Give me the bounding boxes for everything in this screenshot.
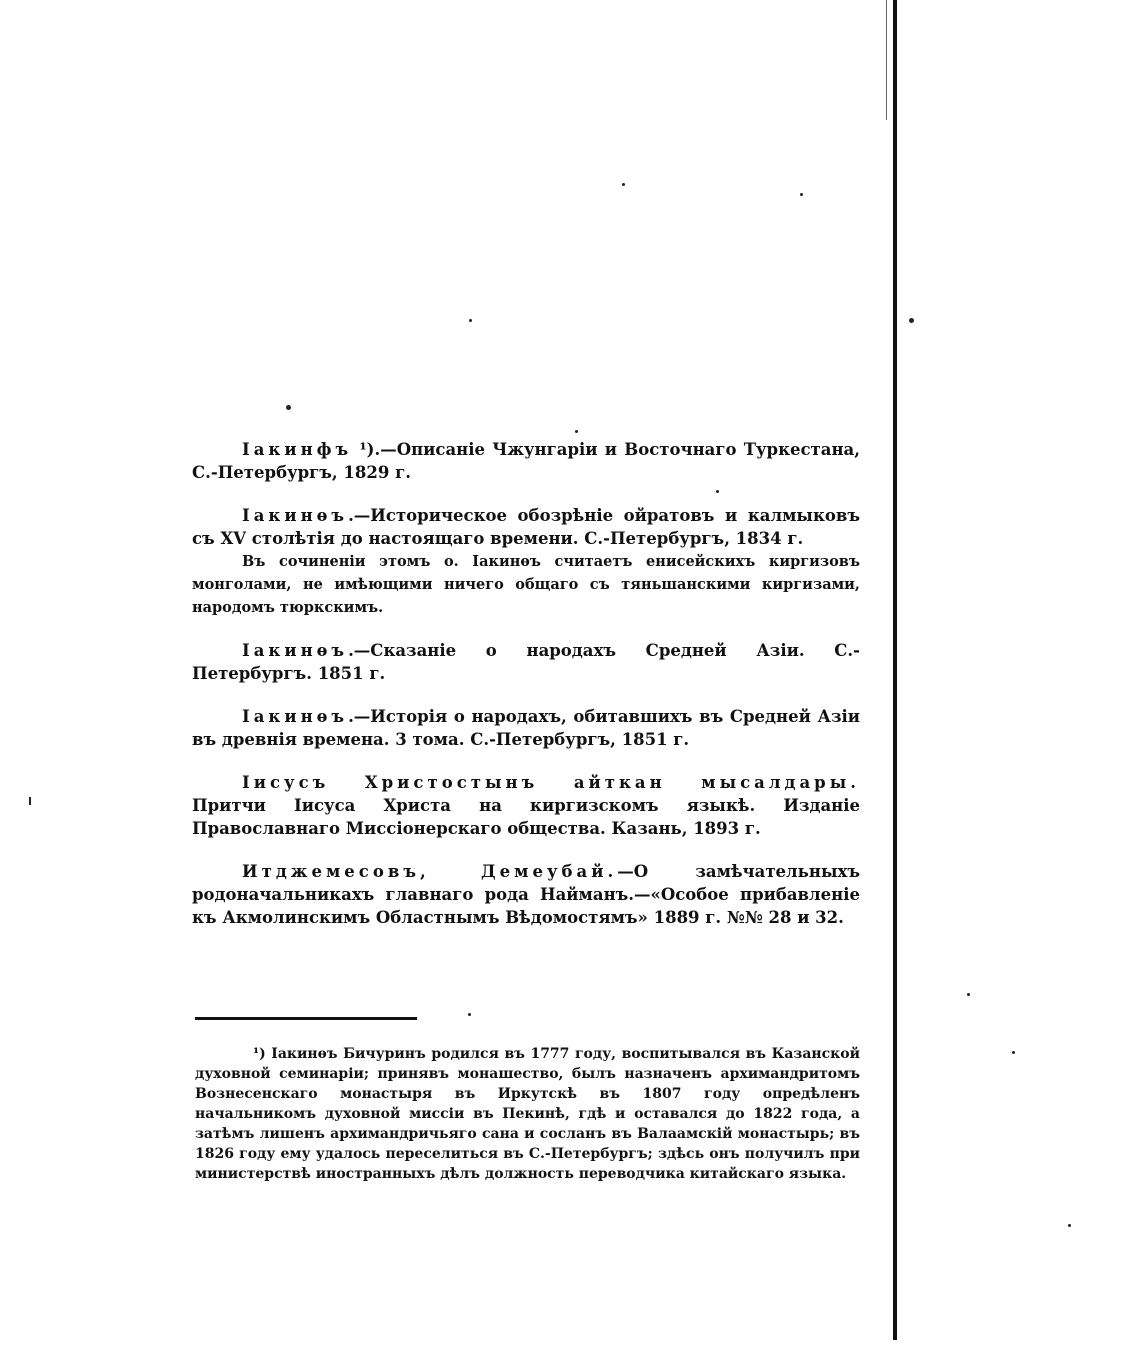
entry-note: Въ сочиненіи этомъ о. Іакинѳъ считаетъ енисейскихъ киргизовъ монголами, не имѣющими ничего общаго съ тяньшанскими киргизами, народомъ тюркскимъ. bbox=[192, 553, 860, 616]
footnote-text: Іакинѳъ Бичуринъ родился въ 1777 году, воспитывался въ Казанской духовной семинаріи; принявъ монашество, былъ назначенъ архимандритомъ Вознесенскаго монастыря въ Иркутскѣ въ 1807 году опредѣленъ начальникомъ духовной миссіи въ Пекинѣ, гдѣ и оставался до 1822 года, а затѣмъ лишенъ архимандричьяго сана и сосланъ въ Валаамскій монастырь; въ 1826 году ему удалось переселиться въ С.-Петербургъ; здѣсь онъ получилъ при министерствѣ иностранныхъ дѣлъ должность переводчика китайскаго языка. bbox=[195, 1046, 860, 1182]
page-edge-line bbox=[893, 0, 897, 1340]
entry-text: .—Исторія о народахъ, обитавшихъ въ Средней Азіи въ древнія времена. 3 тома. С.-Петербургъ, 1851 г. bbox=[192, 707, 860, 749]
entry-author: Іакинѳъ bbox=[242, 641, 349, 660]
scan-speck bbox=[286, 405, 291, 410]
scan-speck bbox=[575, 430, 578, 433]
entry-author: Іисусъ Христостынъ айткан мысалдары. bbox=[242, 773, 860, 792]
entry-text: —О замѣчательныхъ родоначальникахъ главнаго рода Найманъ.—«Особое прибавленіе къ Акмолинскимъ Областнымъ Вѣдомостямъ» 1889 г. №№ 28 и 32. bbox=[192, 862, 860, 927]
bibliography-entry bbox=[192, 639, 860, 685]
scan-speck bbox=[967, 993, 970, 996]
scan-speck bbox=[469, 319, 472, 322]
scan-speck bbox=[800, 193, 803, 196]
scan-speck bbox=[1012, 1051, 1015, 1054]
entry-author: Итджемесовъ, Демеубай. bbox=[242, 862, 618, 881]
bibliography-entry bbox=[192, 860, 860, 929]
entry-author: Іакинфъ bbox=[242, 440, 353, 459]
entry-text: ¹).—Описаніе Чжунгаріи и Восточнаго Туркестана, С.-Петербургъ, 1829 г. bbox=[192, 440, 860, 482]
entry-text: .—Историческое обозрѣніе ойратовъ и калмыковъ съ XV столѣтія до настоящаго времени. С.-Петербургъ, 1834 г. bbox=[192, 506, 860, 548]
scan-speck bbox=[1068, 1224, 1071, 1227]
footnote bbox=[195, 1044, 860, 1184]
bibliography-entry bbox=[192, 438, 860, 484]
footnote-marker: ¹) bbox=[253, 1046, 266, 1062]
bibliography-entry bbox=[192, 504, 860, 619]
bibliography-entry bbox=[192, 705, 860, 751]
scan-speck bbox=[468, 1013, 471, 1016]
page-edge-thin-line bbox=[886, 0, 887, 120]
entry-text: .—Сказаніе о народахъ Средней Азіи. С.-Петербургъ. 1851 г. bbox=[192, 641, 860, 683]
entry-text: Притчи Іисуса Христа на киргизскомъ языкѣ. Изданіе Православнаго Миссіонерскаго общества. Казань, 1893 г. bbox=[192, 796, 860, 838]
footnote-separator bbox=[195, 1017, 417, 1020]
bibliography-entry bbox=[192, 771, 860, 840]
scan-speck bbox=[622, 183, 625, 186]
entry-author: Іакинѳъ bbox=[242, 506, 349, 525]
scan-speck bbox=[909, 318, 914, 323]
entry-author: Іакинѳъ bbox=[242, 707, 349, 726]
scan-speck bbox=[29, 797, 31, 805]
bibliography-list bbox=[192, 438, 860, 949]
